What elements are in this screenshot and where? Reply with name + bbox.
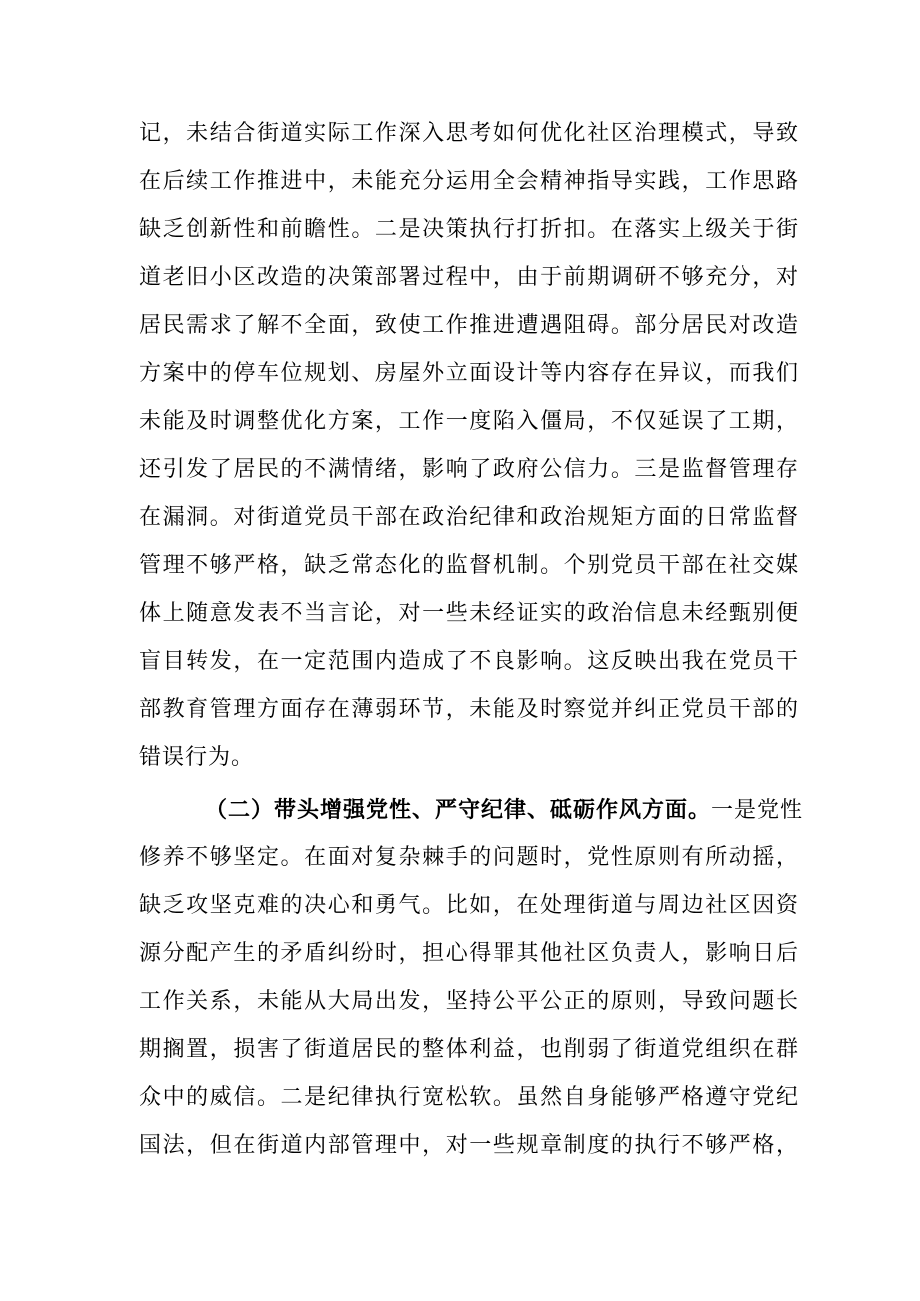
paragraph-line: 工作关系，未能从大局出发，坚持公平公正的原则，导致问题长 (139, 989, 799, 1014)
paragraph-line: 在后续工作推进中，未能充分运用全会精神指导实践，工作思路 (139, 169, 799, 194)
paragraph-line: 缺乏创新性和前瞻性。二是决策执行打折扣。在落实上级关于街 (139, 217, 799, 242)
paragraph-line: 盲目转发，在一定范围内造成了不良影响。这反映出我在党员干 (139, 649, 799, 674)
paragraph-line: 源分配产生的矛盾纠纷时，担心得罪其他社区负责人，影响日后 (139, 941, 799, 966)
paragraph-line: 道老旧小区改造的决策部署过程中，由于前期调研不够充分，对 (139, 265, 799, 290)
paragraph-line: 众中的威信。二是纪律执行宽松软。虽然自身能够严格遵守党纪 (139, 1085, 799, 1110)
section-heading-line (205, 786, 804, 834)
paragraph-line: 在漏洞。对街道党员干部在政治纪律和政治规矩方面的日常监督 (139, 505, 799, 530)
paragraph-line: 未能及时调整优化方案，工作一度陷入僵局，不仅延误了工期， (139, 409, 799, 434)
paragraph-line: 方案中的停车位规划、房屋外立面设计等内容存在异议，而我们 (139, 361, 799, 386)
section-heading: （二）带头增强党性、严守纪律、砥砺作风方面。 (205, 797, 712, 823)
paragraph-line: 还引发了居民的不满情绪，影响了政府公信力。三是监督管理存 (139, 457, 799, 482)
paragraph-line: 期搁置，损害了街道居民的整体利益，也削弱了街道党组织在群 (139, 1037, 799, 1062)
paragraph-line: 修养不够坚定。在面对复杂棘手的问题时，党性原则有所动摇， (139, 845, 799, 870)
paragraph-line: 居民需求了解不全面，致使工作推进遭遇阻碍。部分居民对改造 (139, 313, 799, 338)
paragraph-line: 国法，但在街道内部管理中，对一些规章制度的执行不够严格， (139, 1133, 799, 1158)
paragraph-line: 体上随意发表不当言论，对一些未经证实的政治信息未经甄别便 (139, 601, 799, 626)
paragraph-line: 记，未结合街道实际工作深入思考如何优化社区治理模式，导致 (139, 121, 799, 146)
paragraph-line: 管理不够严格，缺乏常态化的监督机制。个别党员干部在社交媒 (139, 553, 799, 578)
paragraph-line: 缺乏攻坚克难的决心和勇气。比如，在处理街道与周边社区因资 (139, 893, 799, 918)
section-first-line-text: 一是党性 (711, 798, 804, 823)
paragraph-line: 错误行为。 (139, 745, 255, 770)
paragraph-line: 部教育管理方面存在薄弱环节，未能及时察觉并纠正党员干部的 (139, 697, 799, 722)
